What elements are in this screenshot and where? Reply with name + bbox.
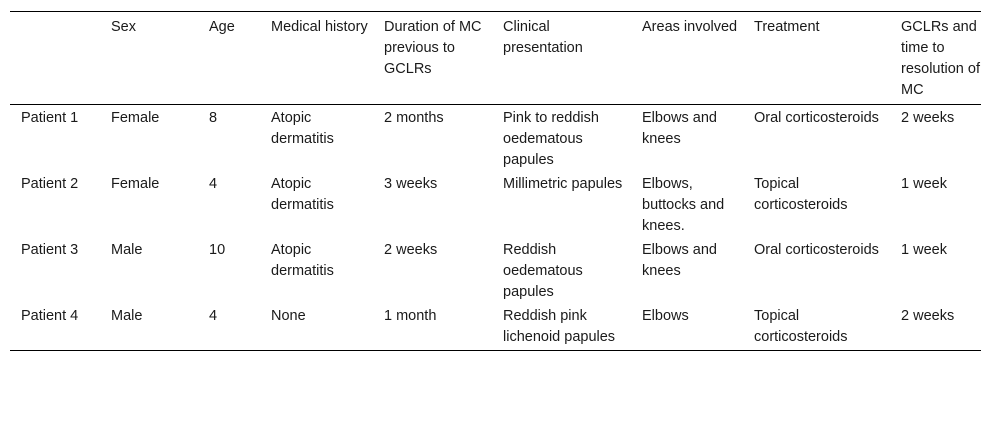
duration-cell: 2 months <box>384 110 444 126</box>
patient-cell: Patient 1 <box>21 110 79 126</box>
table-row <box>10 238 981 304</box>
table-row <box>10 304 981 351</box>
areas-involved-cell: Elbows <box>642 308 689 324</box>
treatment-cell: Topical corticosteroids <box>754 308 848 345</box>
header-cell-age: Age <box>209 19 235 35</box>
duration-cell: 3 weeks <box>384 176 438 192</box>
header-cell-treatment: Treatment <box>754 19 820 35</box>
table-row <box>10 172 981 238</box>
treatment-cell: Oral corticosteroids <box>754 242 879 258</box>
patient-cell: Patient 4 <box>21 308 79 324</box>
duration-cell: 1 month <box>384 308 437 324</box>
clinical-presentation-cell: Millimetric papules <box>503 176 623 192</box>
age-cell: 8 <box>209 110 218 126</box>
areas-involved-cell: Elbows and knees <box>642 110 717 147</box>
sex-cell: Male <box>111 308 143 324</box>
header-cell-medical-history: Medical history <box>271 19 368 35</box>
header-cell-clinical-presentation: Clinical presentation <box>503 19 583 56</box>
age-cell: 4 <box>209 308 218 324</box>
patient-cell: Patient 3 <box>21 242 79 258</box>
header-cell-blank <box>10 12 100 105</box>
resolution-time-cell: 1 week <box>901 242 947 258</box>
sex-cell: Male <box>111 242 143 258</box>
sex-cell: Female <box>111 176 160 192</box>
header-cell-duration: Duration of MC previous to GCLRs <box>384 19 482 77</box>
duration-cell: 2 weeks <box>384 242 438 258</box>
medical-history-cell: None <box>271 308 306 324</box>
header-cell-resolution-time: GCLRs and time to resolution of MC <box>901 19 980 98</box>
patient-table-container <box>10 11 981 351</box>
resolution-time-cell: 2 weeks <box>901 308 955 324</box>
header-cell-areas-involved: Areas involved <box>642 19 738 35</box>
patient-cell: Patient 2 <box>21 176 79 192</box>
medical-history-cell: Atopic dermatitis <box>271 110 334 147</box>
areas-involved-cell: Elbows and knees <box>642 242 717 279</box>
medical-history-cell: Atopic dermatitis <box>271 242 334 279</box>
areas-involved-cell: Elbows, buttocks and knees. <box>642 176 725 234</box>
sex-cell: Female <box>111 110 160 126</box>
patient-table <box>10 11 981 351</box>
resolution-time-cell: 2 weeks <box>901 110 955 126</box>
header-row <box>10 12 981 105</box>
header-cell-sex: Sex <box>111 19 136 35</box>
resolution-time-cell: 1 week <box>901 176 947 192</box>
age-cell: 4 <box>209 176 218 192</box>
age-cell: 10 <box>209 242 226 258</box>
clinical-presentation-cell: Reddish oedematous papules <box>503 242 583 300</box>
clinical-presentation-cell: Reddish pink lichenoid papules <box>503 308 616 345</box>
medical-history-cell: Atopic dermatitis <box>271 176 334 213</box>
clinical-presentation-cell: Pink to reddish oedematous papules <box>503 110 599 168</box>
treatment-cell: Topical corticosteroids <box>754 176 848 213</box>
treatment-cell: Oral corticosteroids <box>754 110 879 126</box>
table-row <box>10 105 981 173</box>
